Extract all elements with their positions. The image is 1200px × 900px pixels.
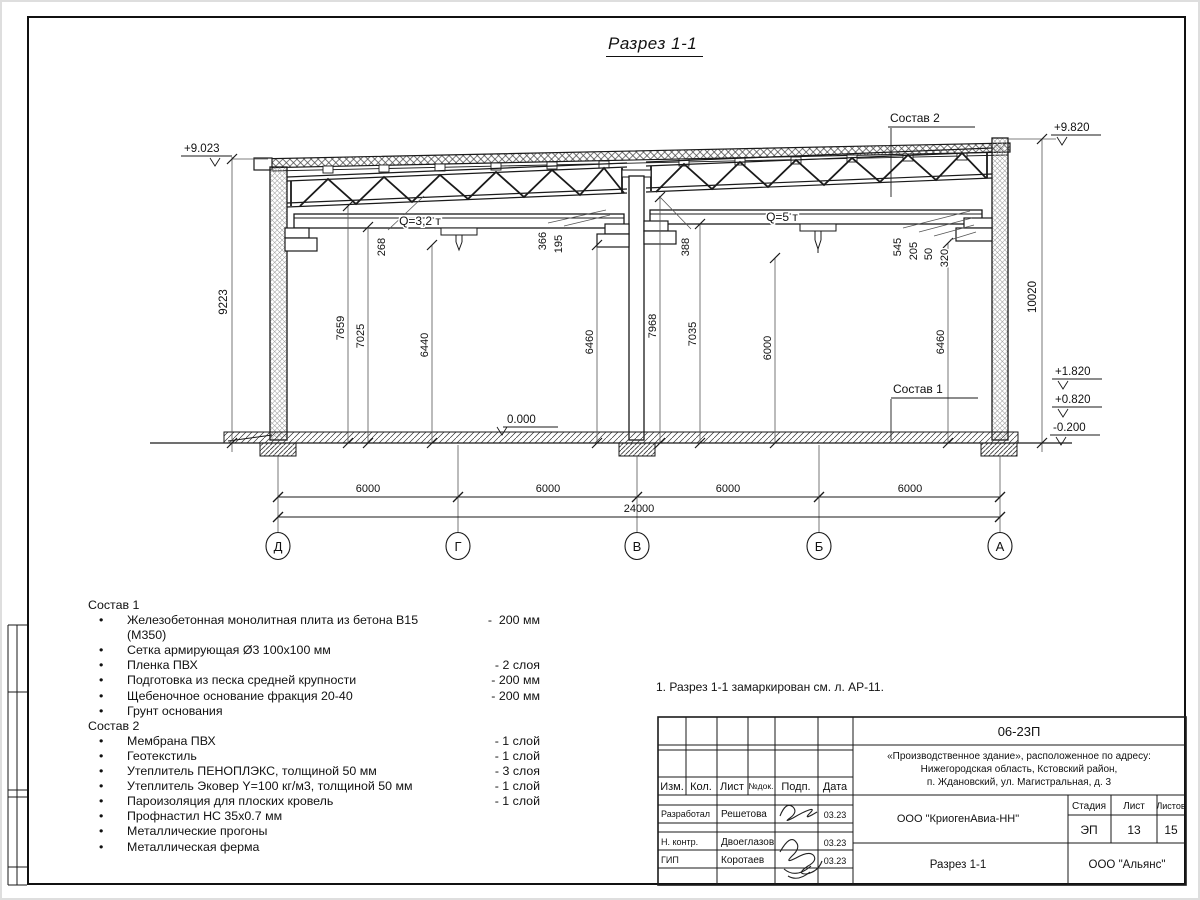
list-item: • Сетка армирующая Ø3 100х100 мм	[88, 643, 540, 658]
dim-7025: 7025	[355, 323, 367, 349]
list-item: • Металлические прогоны	[88, 824, 540, 839]
tb-listov-label: Листов	[1156, 801, 1186, 811]
list-item: • Профнастил НС 35х0.7 мм	[88, 809, 540, 824]
wall-right	[992, 138, 1008, 440]
tb-col-ndok: №док.	[748, 781, 774, 791]
elevation-right-1: +1.820	[1055, 366, 1091, 378]
crane-hook-left	[441, 228, 477, 250]
dim-total: 24000	[623, 503, 655, 515]
list-item: • Металлическая ферма	[88, 840, 540, 855]
dim-6440: 6440	[419, 332, 431, 358]
tb-doc-number: 06-23П	[997, 724, 1041, 739]
dim-7968: 7968	[647, 313, 659, 339]
list-item: • Пароизоляция для плоских кровель - 1 слой	[88, 794, 540, 809]
bullet-icon: •	[99, 809, 104, 824]
bullet-icon: •	[99, 688, 104, 703]
crane-beam-left	[294, 214, 624, 228]
tb-row3-date: 03.23	[823, 856, 847, 866]
tb-col-podp: Подп.	[781, 781, 811, 793]
crane-label-left: Q=3,2 т	[399, 214, 441, 228]
tb-row3-role: ГИП	[661, 855, 679, 865]
list-item: • Железобетонная монолитная плита из бетона В15 (М350) - 200 мм	[88, 613, 540, 643]
dim-6460-right: 6460	[935, 329, 947, 355]
list-item: • Утеплитель ПЕНОПЛЭКС, толщиной 50 мм - 3 слоя	[88, 764, 540, 779]
bullet-icon: •	[99, 824, 104, 839]
tb-object-line1: «Производственное здание», расположенное по адресу:	[887, 751, 1151, 762]
tb-stage-label: Стадия	[1071, 801, 1107, 812]
tb-row1-name: Решетова	[721, 809, 767, 820]
list-item: • Грунт основания	[88, 704, 540, 719]
bullet-icon: •	[99, 779, 104, 794]
callout-sostav2: Состав 2	[890, 111, 940, 125]
wall-left	[270, 167, 287, 440]
bullet-icon: •	[99, 658, 104, 673]
dim-7035: 7035	[687, 321, 699, 347]
bullet-icon: •	[99, 794, 104, 809]
dim-388: 388	[680, 237, 692, 257]
tb-list-value: 13	[1127, 823, 1141, 837]
tb-row2-role: Н. контр.	[661, 837, 699, 847]
tb-firm: ООО "Альянс"	[1088, 859, 1166, 871]
column-middle	[629, 176, 644, 440]
callout-sostav1: Состав 1	[893, 382, 943, 396]
dim-bay-4: 6000	[897, 483, 923, 495]
tb-col-data: Дата	[822, 781, 848, 793]
axis-label-v: В	[632, 539, 642, 554]
dim-9223: 9223	[218, 289, 230, 315]
bullet-icon: •	[99, 839, 104, 854]
sostav2-title: Состав 2	[88, 718, 140, 733]
tb-sheet-title: Разрез 1-1	[929, 859, 987, 871]
dim-268: 268	[376, 237, 388, 257]
elevation-right-2: +0.820	[1055, 394, 1091, 406]
axis-label-b: Б	[814, 539, 824, 554]
tb-list-label: Лист	[1123, 801, 1145, 812]
bullet-icon: •	[99, 673, 104, 688]
tb-col-izm: Изм.	[660, 781, 684, 793]
tb-object-line2: Нижегородская область, Кстовский район,	[920, 764, 1118, 775]
bottom-dimensions	[273, 445, 1005, 533]
dim-7659: 7659	[335, 315, 347, 341]
tb-col-kol: Кол.	[690, 781, 712, 793]
dim-366: 366	[537, 231, 549, 251]
dim-9223-line	[227, 154, 268, 452]
dim-6000: 6000	[762, 335, 774, 361]
bullet-icon: •	[99, 733, 104, 748]
tb-row2-date: 03.23	[823, 838, 847, 848]
list-item: • Пленка ПВХ - 2 слоя	[88, 658, 540, 673]
dim-bay-3: 6000	[715, 483, 741, 495]
signatures	[780, 805, 822, 878]
bullet-icon: •	[99, 613, 104, 628]
list-item: • Мембрана ПВХ - 1 слой	[88, 734, 540, 749]
crane-beam-right	[650, 210, 982, 224]
dim-205: 205	[908, 241, 920, 261]
list-item: • Утеплитель Эковер Y=100 кг/м3, толщиной 50 мм - 1 слой	[88, 779, 540, 794]
floor-slab	[150, 432, 1072, 456]
tb-col-list: Лист	[720, 781, 744, 793]
drawing-title: Разрез 1-1	[606, 34, 703, 57]
crane-hook-right	[800, 224, 836, 253]
axis-label-a: А	[995, 539, 1005, 554]
crane-label-right: Q=5 т	[766, 210, 798, 224]
elevation-top-right: +9.820	[1054, 122, 1090, 134]
bullet-icon: •	[99, 764, 104, 779]
list-item: • Геотекстиль - 1 слой	[88, 749, 540, 764]
dim-6460-left: 6460	[584, 329, 596, 355]
elevation-floor: 0.000	[507, 414, 536, 426]
signature-gip	[780, 840, 822, 874]
dim-545: 545	[892, 237, 904, 257]
axis-label-d: Д	[273, 539, 283, 554]
tb-row2-name: Двоеглазов	[721, 837, 775, 848]
elevation-right-3: -0.200	[1053, 422, 1086, 434]
tb-object-line3: п. Ждановский, ул. Магистральная, д. 3	[926, 777, 1112, 788]
tb-row1-role: Разработал	[661, 809, 710, 819]
dim-195: 195	[553, 234, 565, 254]
elevation-top-left: +9.023	[184, 143, 220, 155]
sostav1-title: Состав 1	[88, 598, 140, 612]
tb-company: ООО "КриогенАвиа-НН"	[896, 813, 1020, 825]
sheet-note: 1. Разрез 1-1 замаркирован см. л. АР-11.	[656, 680, 884, 694]
dim-bay-2: 6000	[535, 483, 561, 495]
axis-label-g: Г	[454, 539, 462, 554]
bullet-icon: •	[99, 703, 104, 718]
bullet-icon: •	[99, 748, 104, 763]
tb-listov-value: 15	[1164, 823, 1178, 837]
list-item: • Подготовка из песка средней крупности - 200 мм	[88, 673, 540, 688]
list-item: • Щебеночное основание фракция 20-40 - 200 мм	[88, 689, 540, 704]
composition-lists	[88, 598, 540, 855]
tb-row1-date: 03.23	[823, 810, 847, 820]
signature-razrabotal	[780, 805, 817, 820]
dim-bay-1: 6000	[355, 483, 381, 495]
dim-320: 320	[939, 248, 951, 268]
dim-50: 50	[923, 247, 935, 261]
dim-10020: 10020	[1027, 281, 1039, 313]
tb-stage-value: ЭП	[1080, 823, 1098, 837]
frame-side-boxes	[8, 625, 27, 885]
bullet-icon: •	[99, 643, 104, 658]
tb-row3-name: Коротаев	[721, 855, 765, 866]
